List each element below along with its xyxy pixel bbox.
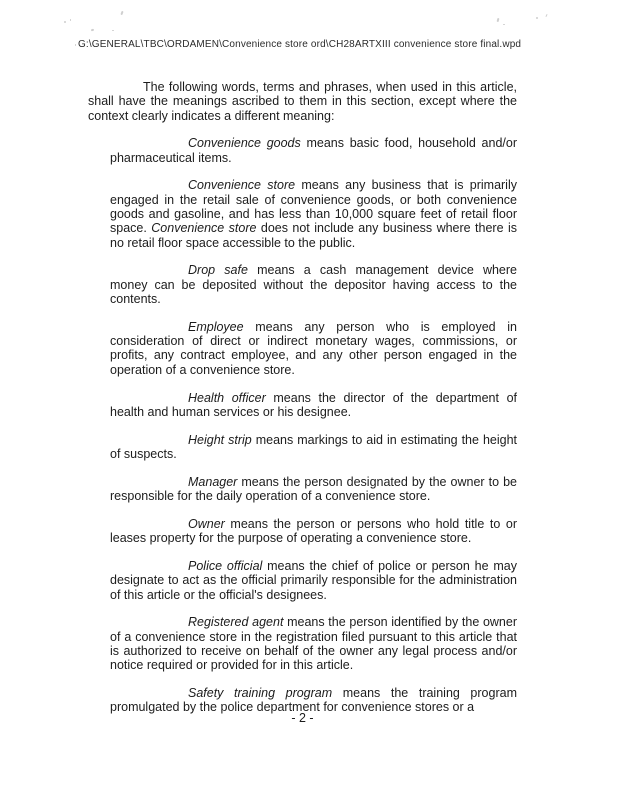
paragraph: Health officer means the director of the department of health and human services or his designee. <box>110 390 517 419</box>
defined-term: Police official <box>188 558 263 573</box>
defined-term: Height strip <box>188 432 252 447</box>
defined-term: Registered agent <box>188 615 284 630</box>
paragraph: Safety training program means the training program promulgated by the police department for convenience stores or a <box>110 686 517 715</box>
document-body <box>88 80 517 715</box>
defined-term: Convenience goods <box>188 136 301 151</box>
file-path-header: G:\GENERAL\TBC\ORDAMEN\Convenience store ord\CH28ARTXIII convenience store final.wpd <box>78 39 522 50</box>
paragraph: Owner means the person or persons who hold title to or leases property for the purpose of operating a convenience store. <box>110 516 517 546</box>
paragraph: Registered agent means the person identified by the owner of a convenience store in the registration filed pursuant to this article that is authorized to receive on behalf of the owner any legal process and/or notice required or provided for in this article. <box>110 615 517 673</box>
scan-speck <box>503 24 505 25</box>
scan-speck <box>536 17 538 19</box>
scan-speck <box>112 30 114 31</box>
scan-speck <box>120 11 123 15</box>
defined-term: Drop safe <box>188 263 248 278</box>
scan-speck <box>91 29 94 32</box>
paragraph: Employee means any person who is employed in consideration of direct or indirect monetary wages, commissions, or profits, any contract employee, and any other person engaged in the operation of a convenience store. <box>110 319 517 377</box>
scan-speck <box>545 14 547 17</box>
defined-term: Manager <box>188 474 238 489</box>
paragraph: The following words, terms and phrases, when used in this article, shall have the meanings ascribed to them in this section, except where the context clearly indicates a different meaning: <box>88 80 517 123</box>
paragraph: Drop safe means a cash management device where money can be deposited without the depositor having access to the contents. <box>110 263 517 307</box>
page-number: - 2 - <box>291 711 314 725</box>
scan-speck <box>75 44 76 46</box>
paragraph: Manager means the person designated by the owner to be responsible for the daily operation of a convenience store. <box>110 474 517 504</box>
defined-term: Owner <box>188 516 225 531</box>
scan-speck <box>70 19 71 21</box>
paragraph: Convenience goods means basic food, household and/or pharmaceutical items. <box>110 136 517 165</box>
defined-term: Convenience store <box>151 221 257 236</box>
scan-speck <box>64 21 66 23</box>
defined-term: Safety training program <box>188 686 333 700</box>
defined-term: Employee <box>188 319 244 334</box>
defined-term: Health officer <box>188 390 266 405</box>
paragraph: Convenience store means any business that is primarily engaged in the retail sale of convenience goods, or both convenience goods and gasoline, and has less than 10,000 square feet of retail floor space. Convenience store does not include any business where there is no retail floor space accessible to the public. <box>110 178 517 250</box>
defined-term: Convenience store <box>188 178 296 193</box>
paragraph: Police official means the chief of police or person he may designate to act as the official primarily responsible for the administration of this article or the official's designees. <box>110 558 517 602</box>
scan-speck <box>497 18 500 22</box>
paragraph: Height strip means markings to aid in estimating the height of suspects. <box>110 432 517 461</box>
